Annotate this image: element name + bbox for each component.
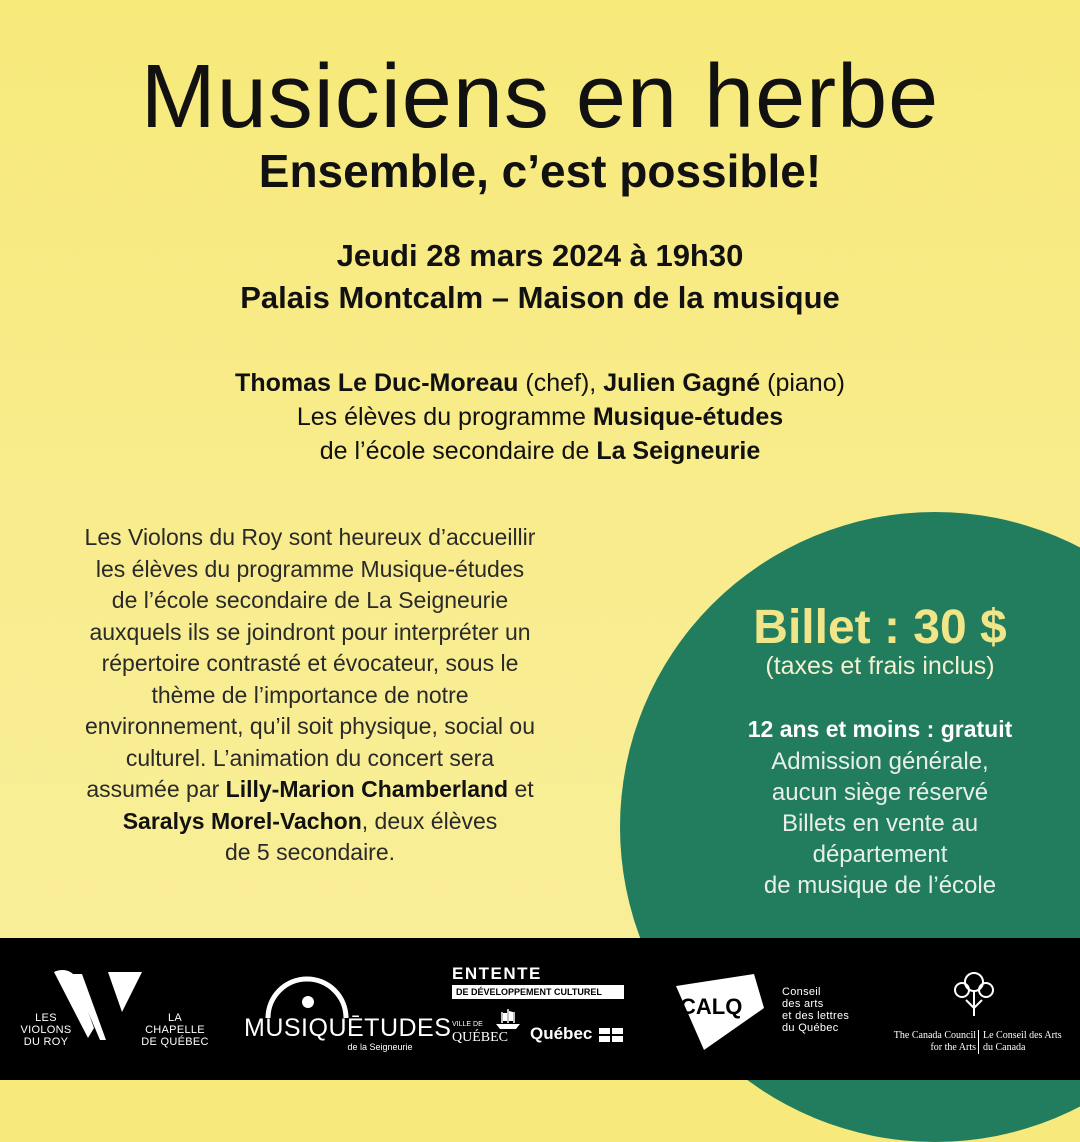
- description-line: répertoire contrasté et évocateur, sous le: [101, 650, 519, 676]
- admission-info: [700, 746, 1060, 901]
- students-prefix: Les élèves du programme: [296, 403, 586, 431]
- ville-de-label: VILLE DE: [452, 1021, 483, 1028]
- canada-council-en: The Canada Council for the Arts: [893, 1030, 976, 1053]
- school-name: La Seigneurie: [596, 437, 761, 465]
- pianist-role: (piano): [767, 369, 845, 397]
- event-venue: Palais Montcalm – Maison de la musique: [240, 280, 840, 315]
- host-suffix: , deux élèves: [361, 807, 498, 834]
- canada-council-divider: [978, 1030, 979, 1054]
- ticket-price: Billet : 30 $: [753, 601, 1007, 654]
- event-description: [20, 522, 600, 869]
- canada-council-tree-icon: [950, 968, 998, 1018]
- conductor-name: Thomas Le Duc-Moreau: [235, 369, 519, 397]
- admission-line: Billets en vente au: [781, 810, 979, 837]
- sponsor-footer: [0, 938, 1080, 1080]
- host-two-name: Saralys Morel-Vachon: [122, 807, 362, 834]
- host-prefix: assumée par: [86, 776, 220, 802]
- ville-quebec-label: QUÉBEC: [452, 1030, 508, 1045]
- pianist-name: Julien Gagné: [603, 369, 761, 397]
- musique-etudes-arch-icon: [262, 960, 352, 1020]
- program-name: Musique-études: [592, 403, 784, 431]
- admission-line: département: [812, 841, 948, 868]
- credits-performers: [0, 366, 1080, 400]
- ticket-note: (taxes et frais inclus): [765, 652, 995, 680]
- school-prefix: de l’école secondaire de: [319, 437, 590, 465]
- violons-du-roy-label: LES VIOLONS DU ROY: [20, 1012, 72, 1048]
- quebec-flag-icon: [599, 1028, 623, 1042]
- entente-subtitle: DE DÉVELOPPEMENT CULTUREL: [452, 985, 624, 999]
- credits-school: [0, 434, 1080, 468]
- quebec-gov-label: Québec: [530, 1024, 593, 1043]
- admission-line: de musique de l’école: [763, 872, 997, 899]
- musique-etudes-name: MUSIQUĒTUDES: [244, 1014, 452, 1042]
- description-line: Les Violons du Roy sont heureux d’accueillir: [84, 524, 536, 550]
- description-host-line-2: [20, 806, 600, 838]
- description-line: culturel. L’animation du concert sera: [125, 744, 495, 771]
- calq-label: CALQ: [680, 994, 743, 1019]
- admission-line: aucun siège réservé: [771, 779, 989, 806]
- description-line: thème de l’importance de notre: [151, 681, 469, 708]
- admission-line: Admission générale,: [771, 748, 989, 775]
- calq-conseil-label: Conseil des arts et des lettres du Québec: [782, 986, 850, 1034]
- conductor-role: (chef),: [525, 369, 597, 397]
- canada-council-fr: Le Conseil des Arts du Canada: [983, 1030, 1062, 1053]
- description-line: environnement, qu’il soit physique, social ou: [84, 713, 536, 739]
- host-and: et: [514, 776, 534, 802]
- credits-students: [0, 400, 1080, 434]
- kids-free-note: 12 ans et moins : gratuit: [747, 716, 1013, 742]
- description-last-line: de 5 secondaire.: [224, 839, 396, 865]
- ship-icon: [494, 1008, 522, 1030]
- description-line: les élèves du programme Musique-études: [95, 555, 525, 582]
- event-title: Musiciens en herbe: [140, 47, 940, 147]
- event-subtitle: Ensemble, c’est possible!: [258, 145, 822, 197]
- description-line: auxquels ils se joindront pour interpréter un: [89, 618, 531, 645]
- description-line: de l’école secondaire de La Seigneurie: [111, 587, 509, 613]
- musique-etudes-sub: de la Seigneurie: [347, 1042, 413, 1052]
- description-host-line: [20, 774, 600, 806]
- host-one-name: Lilly-Marion Chamberland: [225, 776, 509, 802]
- event-date: Jeudi 28 mars 2024 à 19h30: [336, 238, 744, 273]
- chapelle-de-quebec-label: LA CHAPELLE DE QUÉBEC: [141, 1012, 209, 1048]
- entente-title: ENTENTE: [452, 964, 542, 983]
